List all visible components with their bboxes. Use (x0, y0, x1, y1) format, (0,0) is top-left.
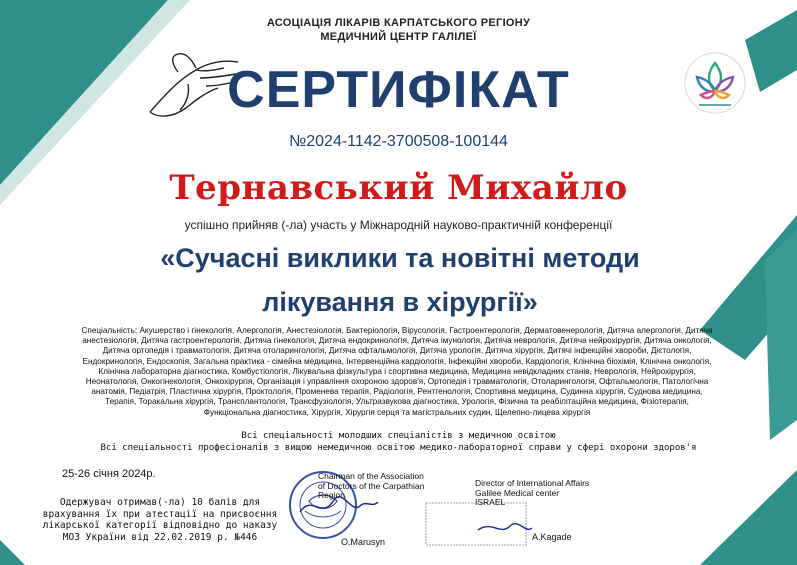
chairman-title (318, 472, 424, 501)
right-teal-band-lower (765, 230, 797, 440)
specialties-line: Дитяча ортопедія і травматологія, Дитяча отоларингологія, Дитяча офтальмологія, Дитяча урологія, Дитяча хірургія, Дитячі інфекційні хвороби, Дієтологія, (102, 346, 692, 356)
conference-date: 25-26 січня 2024р. (62, 468, 156, 480)
israel-rectangular-stamp (426, 503, 526, 545)
specialties-line: Функціональна діагностика, Хірургія, Хірургія серця та магістральних судин, Щелепно-лицева хірургія (203, 407, 591, 417)
conference-title-line-2: лікування в хірургії» (262, 287, 538, 317)
conference-title (60, 236, 740, 324)
chairman-name: O.Marusyn (341, 537, 386, 547)
conference-title-line-1: «Сучасні виклики та новітні методи (160, 243, 640, 273)
bottom-left-teal-corner (0, 540, 25, 565)
credits-note-line: врахування їх при атестації на присвоєння (42, 508, 278, 520)
credits-note-line: Одержувач отримав(-ла) 10 балів для (59, 497, 261, 508)
specialties-line: Клінічна лабораторна діагностика, Комбустіологія, Лікувальна фізкультура і спортивна медицина, Медицина невідкладних станів, Неврологія, Нейрохірургія, (98, 366, 696, 376)
association-name: АСОЦІАЦІЯ ЛІКАРІВ КАРПАТСЬКОГО РЕГІОНУ (266, 17, 531, 29)
specialties-line: Неонатологія, Онкогінекологія, Онкохірургія, Організація і управління охороною здоров'я, Ортопедія і травматологія, Отоларингологія, Офтальмологія, Патологічна (85, 377, 709, 387)
certificate-title: СЕРТИФІКАТ (227, 61, 570, 119)
credits-note (40, 497, 280, 543)
specialties-line: Терапія, Торакальна хірургія, Трансплантологія, Трансфузіологія, Ультразвукова діагностика, Урологія, Фізична та реабілітаційна медицина, Фізіотерапія, (105, 397, 689, 407)
chairman-title-line: Region (318, 490, 345, 500)
director-title (475, 479, 589, 508)
specialties-line: Спеціальність: Акушерство і гінекологія, Алергологія, Анестезіологія, Бактеріологія, Вірусологія, Гастроентерологія, Дерматовенерологія, Дитяча алергологія, Дитяча (81, 326, 713, 335)
director-name: A.Kagade (532, 532, 572, 542)
chairman-title-line: of Doctors of the Carpathian (318, 480, 425, 491)
director-title-line: Director of International Affairs (475, 478, 590, 488)
professionals-line: Всі спеціальності професіоналів з вищою немедичною освітою медико-лабораторної справи у сфері охорони здоров'я (100, 443, 697, 453)
participation-text: успішно прийняв (-ла) участь у Міжнародній науково-практичній конференції (184, 218, 613, 232)
credits-note-line: МОЗ України від 22.02.2019 р. №446 (62, 531, 258, 543)
medical-center-name: МЕДИЧНИЙ ЦЕНТР ГАЛІЛЕЇ (320, 31, 477, 43)
junior-specialists-line: Всі спеціальності молодших спеціалістів з медичною освітою (241, 431, 556, 441)
certificate-number: №2024-1142-3700508-100144 (289, 133, 508, 150)
specialties-line: анатомія, Педіатрія, Пластична хірургія, Проктологія, Променева терапія, Радіологія, Рентгенологія, Спортивна медицина, Судинна хірургія, Суднова медицина, (91, 387, 703, 397)
bottom-right-teal-triangle (700, 470, 797, 565)
director-title-line: Galilee Medical center (475, 487, 560, 498)
recipient-name: Тернавський Михайло (169, 168, 628, 208)
specialties-list (28, 326, 766, 418)
director-signature (478, 524, 532, 530)
credits-note-line: лікарської категорії відповідно до наказу (42, 520, 278, 531)
specialties-line: анестезіологія, Дитяча гастроентерологія, Дитяча гінекологія, Дитяча ендокринологія, Дитяча імунологія, Дитяча неврологія, Дитяча нейрохірургія, Дитяча онкологія, (82, 336, 712, 346)
director-title-line: ISRAEL (475, 497, 506, 507)
chairman-title-line: Chairman of the Association (318, 471, 424, 481)
specialties-line: Ендокринологія, Ендоскопія, Загальна практика - сімейна медицина, Інтервенційна кардіологія, Інфекційні хвороби, Кардіологія, Клінічна біохімія, Клінічна онкологія, (82, 356, 712, 366)
